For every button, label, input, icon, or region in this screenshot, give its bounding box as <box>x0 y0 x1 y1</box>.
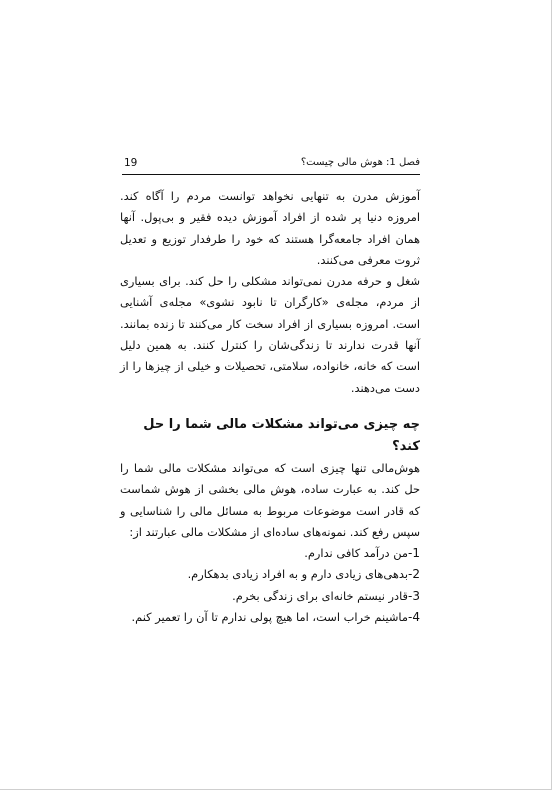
list-item <box>120 543 420 564</box>
list-item-text: ماشینم خراب است، اما هیچ پولی ندارم تا آن را تعمیر کنم. <box>131 610 409 625</box>
page-header <box>122 156 420 175</box>
section-intro: هوش‌مالی تنها چیزی است که می‌تواند مشکلات مالی شما را حل کند. به عبارت ساده، هوش مالی بخشی از هوش شماست که قادر است موضوعات مربوط به مسائل مالی را شناسایی و سپس رفع کند. نمونه‌های ساده‌ای از مشکلات مالی عبارتند از: <box>120 460 420 539</box>
page-body <box>120 186 420 628</box>
list-item-number: 1- <box>408 546 420 561</box>
list-item-text: من درآمد کافی ندارم. <box>304 546 409 561</box>
section-heading: چه چیزی می‌تواند مشکلات مالی شما را حل کند؟ <box>143 416 420 454</box>
page-number: 19 <box>124 157 138 169</box>
paragraph: آموزش مدرن به تنهایی نخواهد توانست مردم را آگاه کند. امروزه دنیا پر شده از افراد آموزش دیده فقیر و بی‌پول. آنها همان افراد جامعه‌گرا هستند که خود را طرفدار توزیع و تعدیل ثروت معرفی می‌کنند. <box>120 189 420 267</box>
list-item <box>120 564 420 585</box>
list-item <box>120 607 420 628</box>
paragraph-gap <box>120 399 420 414</box>
problems-list <box>120 543 420 628</box>
list-item-text: قادر نیستم خانه‌ای برای زندگی بخرم. <box>232 588 409 603</box>
list-item-text: بدهی‌های زیادی دارم و به افراد زیادی بدهکارم. <box>187 567 409 582</box>
list-item-number: 4- <box>408 610 420 625</box>
chapter-title: فصل 1: هوش مالی چیست؟ <box>300 157 420 168</box>
list-item-number: 2- <box>408 567 420 582</box>
paragraph: شغل و حرفه مدرن نمی‌تواند مشکلی را حل کند. برای بسیاری از مردم، مجله‌ی «کارگران تا نابود نشوی» مجله‌ی آشنایی است. امروزه بسیاری از افراد سخت کار می‌کنند تا زنده بمانند. آنها قدرت ندارند تا زندگی‌شان را کنترل کنند. به همین دلیل است که خانه، خانواده، سلامتی، تحصیلات و خیلی از چیزها را از دست می‌دهند. <box>120 274 420 395</box>
list-item <box>120 586 420 607</box>
list-item-number: 3- <box>408 588 420 603</box>
